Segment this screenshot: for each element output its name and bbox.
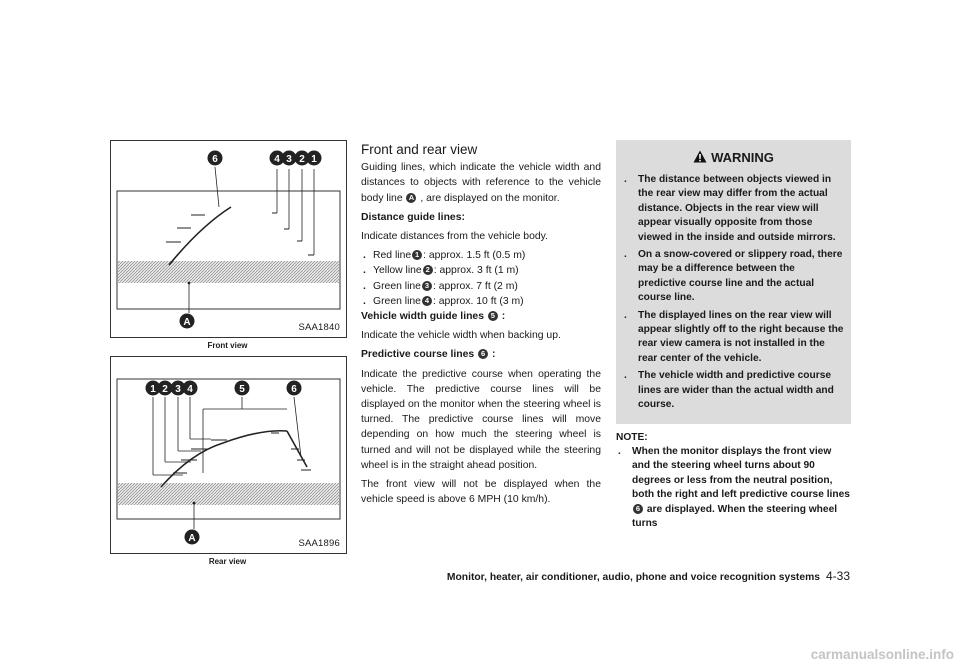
page-footer (447, 569, 850, 583)
callout-4: 4 (187, 384, 193, 395)
width-text: Indicate the vehicle width when backing up. (361, 330, 561, 342)
warning-item: . The displayed lines on the rear view will appear slightly off to the right because the rear view camera is not installed in the rear center of the vehicle. (624, 309, 844, 364)
marker-6: 6 (478, 349, 488, 359)
distance-item: . Green line 4 : approx. 10 ft (3 m) (363, 295, 524, 307)
section-heading: Front and rear view (361, 142, 478, 157)
front-view-figure (110, 140, 347, 338)
callout-6: 6 (291, 384, 297, 395)
marker-4: 4 (422, 296, 432, 306)
distance-item: . Red line 1 : approx. 1.5 ft (0.5 m) (363, 250, 526, 262)
intro-text: Guiding lines, which indicate the vehicle width and distances to objects with reference to the vehicle body line (361, 162, 601, 204)
width-heading: Vehicle width guide lines 5 : (361, 311, 506, 323)
main-text-column (361, 140, 601, 511)
warning-box (616, 140, 851, 424)
callout-2: 2 (162, 384, 168, 395)
callout-3: 3 (286, 154, 292, 165)
callout-a: A (183, 317, 191, 328)
warning-header (622, 150, 845, 165)
marker-1: 1 (412, 250, 422, 260)
page-number: 4-33 (825, 569, 850, 583)
distance-item: . Green line 3 : approx. 7 ft (2 m) (363, 280, 518, 292)
rear-view-figure (110, 356, 347, 554)
callout-2: 2 (299, 154, 305, 165)
intro-paragraph (361, 160, 601, 206)
warning-item: . The vehicle width and predictive course lines are wider than the actual width and course. (624, 370, 834, 411)
figure-code: SAA1840 (298, 322, 340, 333)
warning-icon (693, 150, 707, 163)
marker-6: 6 (633, 504, 643, 514)
watermark: carmanualsonline.info (810, 647, 954, 662)
marker-2: 2 (423, 265, 433, 275)
intro-text-end: , are displayed on the monitor. (420, 192, 560, 204)
predictive-text: Indicate the predictive course when operating the vehicle. The predictive course lines will be displayed on the monitor when the steering wheel is turned. The predictive course lines will move depending on how much the steering wheel is turned and will not be displayed while the steering wheel is in the straight ahead position. (361, 368, 601, 471)
note-item: . When the monitor displays the front view and the steering wheel turns about 90 degrees or less from the neutral position, both the right and left predictive course lines 6 are displayed. When the steering wheel turns (618, 445, 850, 529)
callout-4: 4 (274, 154, 280, 165)
footer-section: Monitor, heater, air conditioner, audio, phone and voice recognition systems (446, 572, 820, 583)
distance-heading: Distance guide lines: (361, 211, 465, 223)
predictive-heading: Predictive course lines 6 : (361, 349, 496, 361)
marker-3: 3 (422, 281, 432, 291)
callout-5: 5 (239, 384, 245, 395)
callout-1: 1 (150, 384, 156, 395)
callout-3: 3 (175, 384, 181, 395)
note-title: NOTE: (616, 431, 648, 443)
rear-view-diagram (111, 357, 346, 553)
warning-column (616, 140, 851, 531)
warning-title: WARNING (711, 150, 774, 165)
distance-text: Indicate distances from the vehicle body. (361, 231, 548, 243)
front-view-diagram (111, 141, 346, 337)
distance-item: . Yellow line 2 : approx. 3 ft (1 m) (363, 265, 519, 277)
warning-item: . On a snow-covered or slippery road, there may be a difference between the predictive course line and the actual course line. (624, 249, 843, 304)
front-view-text: The front view will not be displayed when the vehicle speed is above 6 MPH (10 km/h). (361, 479, 601, 506)
callout-1: 1 (311, 154, 317, 165)
figures-column (110, 140, 345, 572)
note-block (616, 431, 851, 532)
warning-item: . The distance between objects viewed in the rear view may differ from the actual distance. Objects in the rear view will appear visually opposite from those viewed in the inside and outside mirrors. (624, 174, 836, 243)
figure-code: SAA1896 (298, 538, 340, 549)
callout-6: 6 (212, 154, 218, 165)
marker-a: A (406, 193, 416, 203)
callout-a: A (188, 533, 196, 544)
rear-view-caption: Rear view (208, 557, 247, 566)
marker-5: 5 (488, 311, 498, 321)
front-view-caption: Front view (207, 341, 248, 350)
